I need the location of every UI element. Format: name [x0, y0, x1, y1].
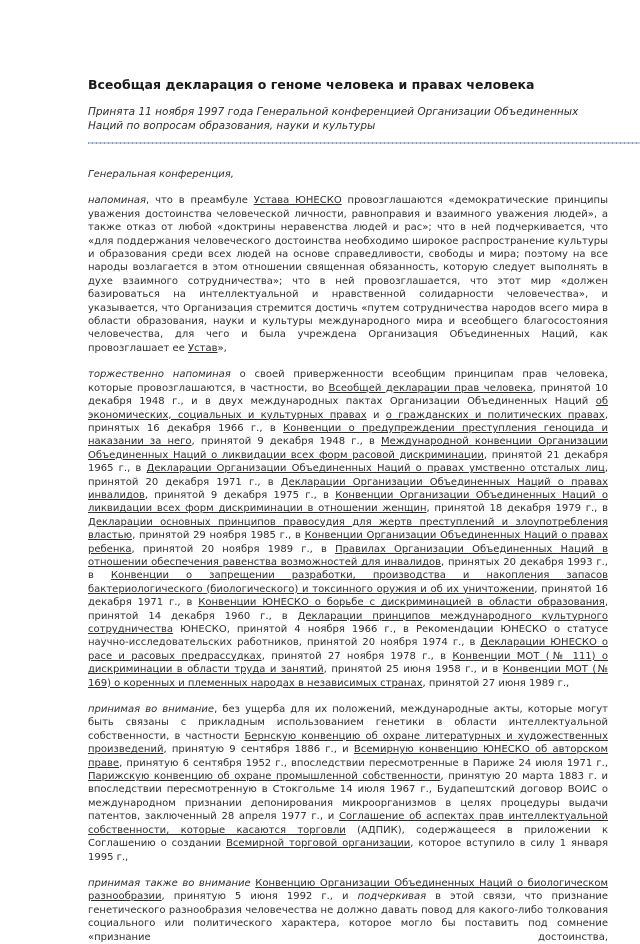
document-link[interactable]: Устава ЮНЕСКО — [253, 195, 342, 207]
text-segment: , принятых 20 декабря 1993 г., в — [88, 556, 608, 582]
text-segment: , принятых 16 декабря 1966 г., в — [88, 409, 608, 434]
text-segment: , без ущерба для их положений, международные акты, которые могут быть связаны с прикладным использованием генетики в области интеллектуальной собственности, в частности — [88, 704, 608, 742]
text-segment: , принятой 20 декабря 1971 г., в — [88, 463, 609, 488]
document-title: Всеобщая декларация о геноме человека и правах человека — [88, 77, 535, 92]
text-segment: , принятой 21 декабря 1965 г., в — [88, 449, 608, 475]
text-segment: , принятой 27 июня 1989 г., — [422, 677, 570, 689]
document-link[interactable]: Устав — [188, 342, 218, 354]
text-segment: , принятую 5 июня 1992 г., и — [161, 891, 358, 903]
text-segment: принимая также во внимание — [88, 877, 251, 889]
document-link[interactable]: Декларации принципов международного культурного сотрудничества — [88, 610, 609, 635]
document-link[interactable]: Конвенции МОТ (№ 111) о дискриминации в области труда и занятий — [88, 650, 608, 676]
document-link[interactable]: Конвенции ЮНЕСКО о борьбе с дискриминацией в области образования — [198, 597, 605, 609]
document-subtitle: Принята 11 ноября 1997 года Генеральной конференцией Организации Объединенных Наций по вопросам образования, науки и культуры — [88, 106, 579, 132]
separator-line — [88, 142, 640, 144]
document-link[interactable]: Всемирной торговой организации — [226, 838, 411, 850]
text-segment: в этой связи, что признание генетического разнообразия человечества не должно давать повод для какого-либо толкования социального или политического характера, которое могло бы поставить под сомнение «признание достоинства, — [88, 891, 609, 943]
document-link[interactable]: Международной конвенции Организации Объединенных Наций о ликвидации всех форм расовой дискриминации — [88, 436, 608, 461]
text-segment: , принятую 20 марта 1883 г. и впоследствии пересмотренную в Стокгольме 14 июля 1967 г., Будапештский договор ВОИС о международном признании депонирования микроорганизмов в целях процедуры выдачи патентов, заключенный 28 апреля 1977 г., и — [88, 771, 608, 823]
document-link[interactable]: Конвенции МОТ (№ 169) о коренных и племенных народах в независимых странах — [88, 664, 608, 689]
document-link[interactable]: Всемирную конвенцию ЮНЕСКО об авторском праве — [88, 744, 608, 769]
paragraph-also-taking-into-account — [88, 877, 608, 944]
text-segment: , что в преамбуле — [146, 195, 254, 207]
paragraph-recalling — [88, 194, 608, 355]
document-link[interactable]: Правилах Организации Объединенных Наций в отношении обеспечения равенства возможностей для инвалидов — [88, 543, 608, 568]
document-link[interactable]: Конвенции о запрещении разработки, производства и накопления запасов бактериологического (биологического) и токсинного оружия и об их уничтожении — [88, 570, 608, 595]
text-segment: ЮНЕСКО, принятой 4 ноября 1966 г., в Рекомендации ЮНЕСКО о статусе научно-исследовательских работников, принятой 20 ноября 1974 г., в — [88, 624, 608, 649]
document-link[interactable]: Всеобщей декларации прав человека — [328, 382, 533, 394]
text-segment: , которое вступило в силу 1 января 1995 г., — [88, 838, 608, 863]
paragraph-taking-into-account — [88, 703, 608, 864]
document-link[interactable]: Конвенции Организации Объединенных Наций о правах ребенка — [88, 530, 608, 555]
text-segment: принимая во внимание — [88, 704, 215, 716]
text-segment: , принятой 9 декабря 1975 г., в — [144, 489, 336, 501]
paragraph-solemnly-recalling — [88, 368, 608, 690]
document-link[interactable]: Бернскую конвенцию об охране литературных и художественных произведений — [88, 730, 608, 756]
text-segment: напоминая — [88, 195, 147, 207]
text-segment: , принятой 29 ноября 1985 г., в — [132, 530, 305, 542]
text-segment: , принятой 27 ноября 1978 г., в — [261, 650, 453, 662]
document-link[interactable]: Декларации Организации Объединенных Наций о правах умственно отсталых лиц — [146, 463, 605, 475]
document-link[interactable]: Парижскую конвенцию об охране промышленной собственности — [88, 771, 441, 783]
document-link[interactable]: Конвенции о предупреждении преступления геноцида и наказании за него — [88, 422, 609, 448]
document-link[interactable]: Конвенции Организации Объединенных Наций о ликвидации всех форм дискриминации в отношении женщин — [88, 489, 608, 515]
text-segment: , принятой 20 ноября 1989 г., в — [131, 543, 336, 555]
text-segment: , принятой 16 декабря 1971 г., в — [88, 583, 608, 609]
text-segment: , принятой 25 июня 1958 г., и в — [323, 664, 503, 676]
document-link[interactable]: Декларации ЮНЕСКО о расе и расовых предрассудках — [88, 637, 608, 662]
text-segment: торжественно напоминая — [88, 369, 231, 381]
text-segment: Генеральная конференция, — [88, 169, 234, 180]
text-segment: провозглашаются «демократические принципы уважения достоинства человеческой личности, равноправия и взаимного уважения людей», а также отказ от любой «доктрины неравенства людей и рас»; что в ней подчеркивается, что «для поддержания человеческого достоинства необходимо широкое распространение культуры и образования среди всех людей на основе справедливости, свободы и мира; поэтому на все народы возлагается в этом отношении священная обязанность, которую следует выполнять в духе взаимного сотрудничества»; что в ней провозглашается, что этот мир «должен базироваться на интеллектуальной и нравственной солидарности человечества», и указывается, что Организация стремится достичь «путем сотрудничества народов всего мира в области образования, науки и культуры международного мира и всеобщего благосостояния человечества, для чего и была учреждена Организация Объединенных Наций, как провозглашает ее — [88, 195, 608, 354]
text-segment: , принятую 9 сентября 1886 г., и — [163, 744, 354, 756]
document-body — [88, 168, 608, 944]
text-segment: , принятой 18 декабря 1979 г., в — [426, 503, 609, 515]
text-segment: о своей приверженности всеобщим принципам прав человека, которые провозглашаются, в частности, во — [88, 369, 608, 394]
document-link[interactable]: Конвенцию Организации Объединенных Наций о биологическом разнообразии — [88, 877, 608, 903]
text-segment: , принятой 10 декабря 1948 г., и в двух международных пактах Организации Объединенных Наций — [88, 382, 608, 408]
text-segment: и — [366, 409, 386, 421]
text-segment: », — [217, 342, 227, 354]
text-segment: подчеркивая — [357, 891, 427, 903]
document-link[interactable]: об экономических, социальных и культурных правах — [88, 396, 608, 421]
paragraph-opening — [88, 168, 608, 181]
text-segment: , принятой 14 декабря 1960 г., в — [88, 597, 608, 622]
document-link[interactable]: Декларации Организации Объединенных Наций о правах инвалидов — [88, 476, 609, 501]
document-link[interactable]: о гражданских и политических правах — [385, 409, 605, 421]
text-segment: (АДПИК), содержащееся в приложении к Соглашению о создании — [88, 824, 608, 850]
document-link[interactable]: Декларации основных принципов правосудия для жертв преступлений и злоупотребления властью — [88, 516, 608, 542]
text-segment: , принятой 9 декабря 1948 г., в — [191, 436, 381, 448]
text-segment: , принятую 6 сентября 1952 г., впоследствии пересмотренные в Париже 24 июля 1971 г., — [119, 757, 608, 769]
document-link[interactable]: Соглашение об аспектах прав интеллектуальной собственности, которые касаются торговли — [88, 811, 608, 836]
